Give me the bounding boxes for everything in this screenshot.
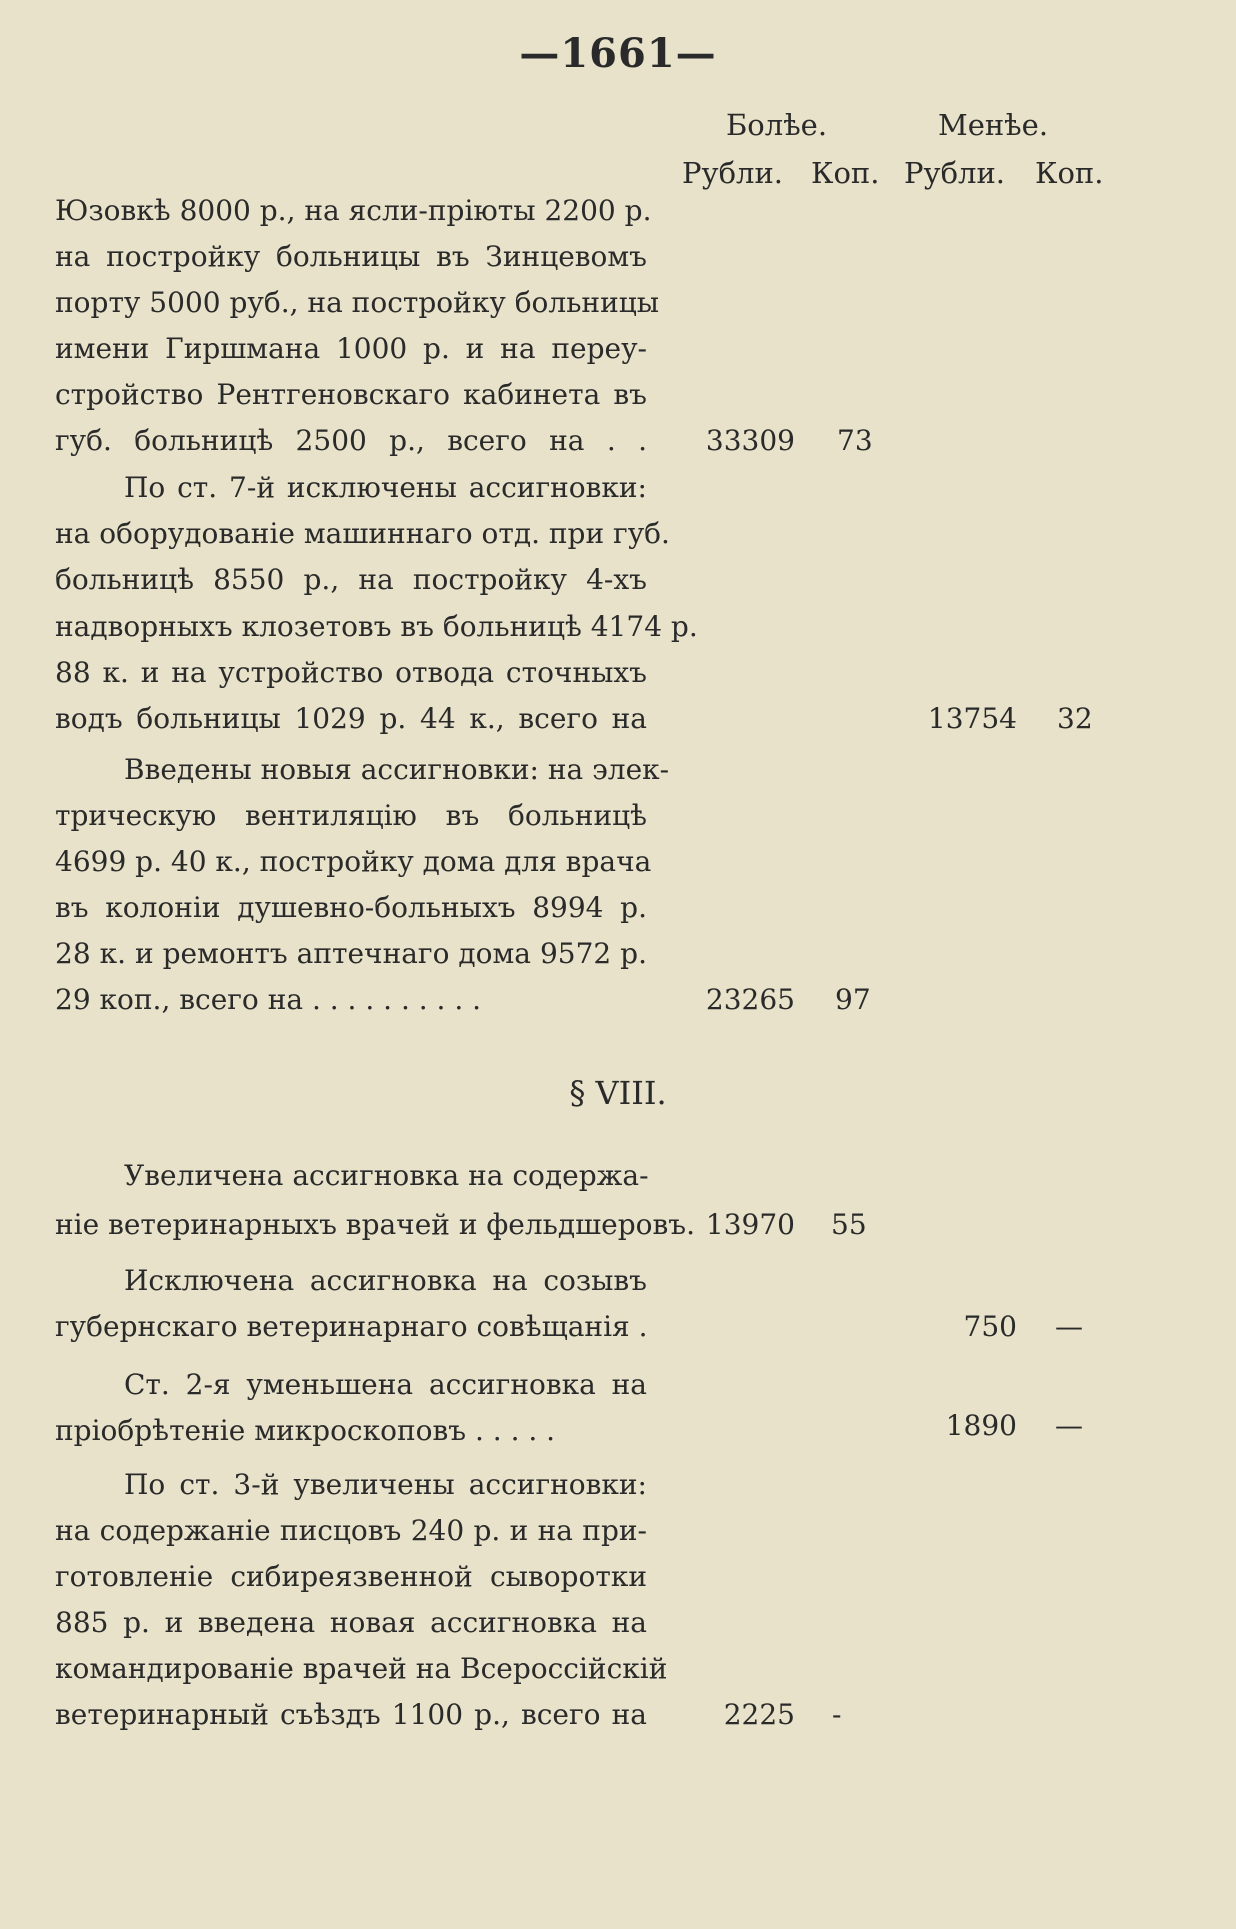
header-kop-1: Коп.	[811, 156, 880, 190]
amount-less-rubles: 1890	[945, 1409, 1017, 1442]
amount-less-kopecks: —	[1055, 1409, 1083, 1442]
text-line: командированіе врачей на Всероссійскій	[55, 1652, 668, 1685]
amount-less-kopecks: —	[1055, 1310, 1083, 1343]
amount-more-rubles: 2225	[723, 1698, 795, 1731]
text-line: Ст. 2-я уменьшена ассигновка на	[124, 1368, 647, 1401]
amount-more-rubles: 23265	[705, 983, 795, 1016]
text-line: Юзовкѣ 8000 р., на ясли-пріюты 2200 р.	[55, 194, 652, 227]
text-line: готовленіе сибиреязвенной сыворотки	[55, 1560, 647, 1593]
header-bolee: Болѣе.	[726, 108, 828, 142]
text-line: Исключена ассигновка на созывъ	[124, 1264, 647, 1297]
text-line: По ст. 3-й увеличены ассигновки:	[124, 1468, 647, 1501]
amount-more-rubles: 33309	[705, 424, 795, 457]
text-line: ветеринарный съѣздъ 1100 р., всего на	[55, 1698, 647, 1731]
text-line: 4699 р. 40 к., постройку дома для врача	[55, 845, 652, 878]
text-line: Введены новыя ассигновки: на элек-	[124, 753, 670, 786]
header-menee: Менѣе.	[938, 108, 1049, 142]
text-line: 885 р. и введена новая ассигновка на	[55, 1606, 647, 1639]
page-number: —1661—	[519, 30, 717, 77]
amount-more-kopecks: 55	[831, 1208, 867, 1241]
text-line: пріобрѣтеніе микроскоповъ . . . . .	[55, 1414, 556, 1447]
section-heading: § VIII.	[569, 1074, 667, 1112]
text-line: въ колоніи душевно-больныхъ 8994 р.	[55, 891, 647, 924]
text-line: имени Гиршмана 1000 р. и на переу-	[55, 332, 647, 365]
text-line: трическую вентиляцію въ больницѣ	[55, 799, 647, 832]
text-line: 28 к. и ремонтъ аптечнаго дома 9572 р.	[55, 937, 647, 970]
text-line: больницѣ 8550 р., на постройку 4-хъ	[55, 563, 647, 596]
text-line: губ. больницѣ 2500 р., всего на . .	[55, 424, 647, 457]
text-line: надворныхъ клозетовъ въ больницѣ 4174 р.	[55, 610, 698, 643]
text-line: ніе ветеринарныхъ врачей и фельдшеровъ.	[55, 1208, 696, 1241]
text-line: 29 коп., всего на . . . . . . . . . .	[55, 983, 482, 1016]
text-line: водъ больницы 1029 р. 44 к., всего на	[55, 702, 647, 735]
text-line: на постройку больницы въ Зинцевомъ	[55, 240, 647, 273]
text-line: на оборудованіе машиннаго отд. при губ.	[55, 517, 670, 550]
text-line: на содержаніе писцовъ 240 р. и на при-	[55, 1514, 647, 1547]
amount-more-kopecks: 97	[835, 983, 871, 1016]
text-line: губернскаго ветеринарнаго совѣщанія .	[55, 1310, 648, 1343]
text-line: 88 к. и на устройство отвода сточныхъ	[55, 656, 647, 689]
amount-less-rubles: 750	[963, 1310, 1017, 1343]
text-line: Увеличена ассигновка на содержа-	[124, 1159, 649, 1192]
amount-more-kopecks: 73	[837, 424, 873, 457]
amount-less-rubles: 13754	[927, 702, 1017, 735]
text-line: порту 5000 руб., на постройку больницы	[55, 286, 660, 319]
header-kop-2: Коп.	[1035, 156, 1104, 190]
amount-more-rubles: 13970	[705, 1208, 795, 1241]
amount-more-kopecks: -	[832, 1698, 842, 1731]
text-line: стройство Рентгеновскаго кабинета въ	[55, 378, 647, 411]
header-rubli-2: Рубли.	[904, 156, 1006, 190]
text-line: По ст. 7-й исключены ассигновки:	[124, 471, 647, 504]
amount-less-kopecks: 32	[1057, 702, 1093, 735]
header-rubli-1: Рубли.	[682, 156, 784, 190]
